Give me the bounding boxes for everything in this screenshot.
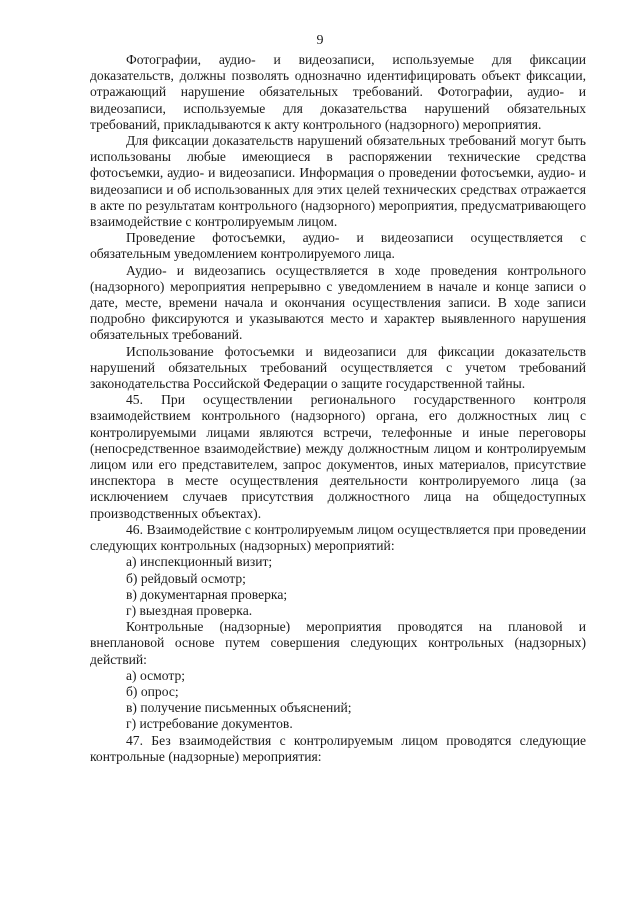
paragraph-technical-means: Для фиксации доказательств нарушений обязательных требований могут быть использованы любые имеющиеся в распоряжении технические средства фотосъемки, аудио- и видеозаписи. Информация о проведении фотосъемки, аудио- и видеозаписи и об использованных для этих целей технических средствах отражается в акте по результатам контрольного (надзорного) мероприятия, предусматривающего взаимодействие с контролируемым лицом. [90,133,586,230]
list-item: г) выездная проверка. [126,602,253,618]
paragraph-notification: Проведение фотосъемки, аудио- и видеозаписи осуществляется с обязательным уведомлением контролируемого лица. [90,230,586,262]
paragraph-state-secret: Использование фотосъемки и видеозаписи для фиксации доказательств нарушений обязательных требований осуществляется с учетом требований законодательства Российской Федерации о защите государственной тайны. [90,343,586,392]
list-item: а) инспекционный визит; [126,554,273,570]
list-item: в) документарная проверка; [126,586,288,602]
list-item: б) опрос; [126,683,179,699]
paragraph-45: 45. При осуществлении регионального государственного контроля взаимодействием контрольного (надзорного) органа, его должностных лиц с контролируемыми лицами являются встречи, телефонные и иные переговоры (непосредственное взаимодействие) между должностным лицом и контролируемым лицом или его представителем, запрос документов, иных материалов, присутствие инспектора в месте осуществления деятельности контролируемого лица (за исключением случаев присутствия должностного лица на общедоступных производственных объектах). [90,392,586,521]
list-item: б) рейдовый осмотр; [126,570,246,586]
paragraph-control-actions: Контрольные (надзорные) мероприятия проводятся на плановой и внеплановой основе путем совершения следующих контрольных (надзорных) действий: [90,619,586,667]
paragraph-continuous-recording: Аудио- и видеозапись осуществляется в ходе проведения контрольного (надзорного) мероприятия непрерывно с уведомлением в начале и конце записи о дате, месте, времени начала и окончания осуществления записи. В ходе записи подробно фиксируются и указываются место и характер выявленного нарушения обязательных требований. [90,262,586,343]
list-item: в) получение письменных объяснений; [126,700,352,716]
paragraph-46: 46. Взаимодействие с контролируемым лицом осуществляется при проведении следующих контрольных (надзорных) мероприятий: [90,521,586,554]
list-item: г) истребование документов. [126,716,293,732]
document-body [90,52,586,765]
paragraph-photo-evidence: Фотографии, аудио- и видеозаписи, используемые для фиксации доказательств, должны позволять однозначно идентифицировать объект фиксации, отражающий нарушение обязательных требований. Фотографии, аудио- и видеозаписи, используемые для доказательства нарушений обязательных требований, прикладываются к акту контрольного (надзорного) мероприятия. [90,52,586,132]
page-number: 9 [316,33,324,48]
paragraph-47: 47. Без взаимодействия с контролируемым лицом проводятся следующие контрольные (надзорные) мероприятия: [90,732,586,764]
list-item: а) осмотр; [126,667,186,683]
